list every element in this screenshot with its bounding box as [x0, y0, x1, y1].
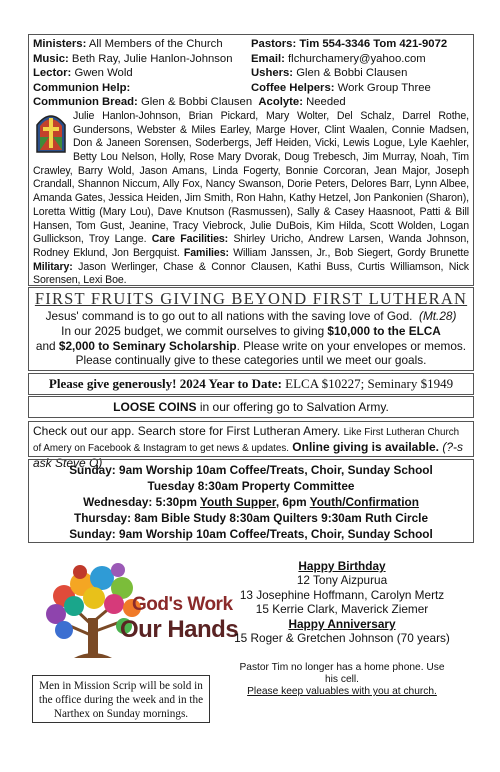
first-fruits-line3-pre: and [35, 338, 56, 353]
schedule-next-sunday: Sunday: 9am Worship 10am Coffee/Treats, Choir, Sunday School [69, 527, 433, 541]
communion-bread-row [33, 95, 469, 110]
stained-glass-cross-icon [33, 111, 69, 153]
schedule-tuesday: Tuesday 8:30am Property Committee [147, 479, 355, 493]
logo-text-our-hands: Our Hands [120, 616, 239, 643]
email-value[interactable]: flchurchamery@yahoo.com [288, 52, 426, 65]
pastor-note [232, 662, 452, 698]
first-fruits-line1 [29, 309, 473, 324]
weekly-schedule-box [28, 459, 474, 543]
loose-coins-label: LOOSE COINS [113, 400, 197, 414]
ministers-value: All Members of the Church [88, 38, 223, 50]
care-facilities-value: Shirley Uricho, Andrew Larsen, Wanda Johnson, Rodney Eklund, Jon Bergquist. [33, 233, 469, 259]
give-generously-box [28, 373, 474, 395]
year-to-date-values: ELCA $10227; Seminary $1949 [285, 376, 454, 391]
pastor-phone-note: Pastor Tim no longer has a home phone. Use his cell. [239, 662, 445, 685]
birthday-heading: Happy Birthday [298, 559, 386, 573]
first-fruits-line4: Please continually give to these categories until we meet our goals. [75, 353, 427, 368]
give-generously-label: Please give generously! 2024 Year to Date: [48, 376, 282, 391]
ministers-row [33, 37, 469, 52]
schedule-wednesday-mid: , 6pm [275, 495, 310, 509]
loose-coins-box [28, 396, 474, 418]
online-giving-note: (?-s ask Steve O) [33, 440, 464, 470]
communion-help-row [33, 81, 469, 96]
ushers-value: Glen & Bobbi Clausen [296, 67, 408, 80]
lector-row [33, 66, 469, 81]
birthday-item: 15 Kerrie Clark, Maverick Ziemer [255, 602, 429, 617]
online-giving-text: Online giving is available. [292, 440, 440, 454]
first-fruits-box [28, 287, 474, 371]
music-row [33, 52, 469, 67]
schedule-thursday: Thursday: 8am Bible Study 8:30am Quilters 9:30am Ruth Circle [73, 511, 429, 525]
pastors-value: Tim 554-3346 Tom 421-9072 [299, 38, 448, 50]
families-label: Families: [183, 247, 229, 259]
seminary-amount: $2,000 to Seminary Scholarship [58, 338, 237, 353]
anniversary-heading: Happy Anniversary [288, 616, 396, 631]
ushers-label: Ushers: [251, 67, 294, 80]
lector-label: Lector: [33, 67, 72, 80]
bread-value: Glen & Bobbi Clausen [140, 96, 253, 109]
communion-help-label: Communion Help: [33, 81, 131, 94]
valuables-note: Please keep valuables with you at church. [247, 686, 437, 697]
first-fruits-line3-post: . Please write on your envelopes or memos. [236, 338, 467, 353]
military-label: Military: [33, 260, 73, 273]
bread-label: Communion Bread: [33, 96, 138, 109]
ministers-box [28, 34, 474, 286]
social-media-text: Like First Lutheran Church of Amery on Facebook & Instagram to get news & updates. [33, 427, 460, 454]
music-value: Beth Ray, Julie Hanlon-Johnson [71, 52, 233, 65]
logo-text-gods-work: God's Work [132, 594, 233, 615]
loose-coins-text: in our offering go to Salvation Army. [199, 400, 389, 414]
anniversary-item: 15 Roger & Gretchen Johnson (70 years) [234, 631, 450, 646]
scrip-notice-text: Men in Mission Scrip will be sold in the office during the week and in the Narthex on Sunday mornings. [38, 680, 204, 720]
military-value: Jason Werlinger, Chase & Connor Clausen, Kathi Buss, Curtis Williamson, Nick Sorensen, Lexi Boe. [33, 260, 469, 287]
music-label: Music: [33, 52, 69, 65]
scrip-notice-box [32, 675, 210, 723]
app-text: Check out our app. Search store for First Lutheran Amery. [33, 424, 341, 438]
first-fruits-line1-text: Jesus' command is to go out to all nations with the saving love of God. [45, 309, 413, 323]
families-value: William Janssen, Jr., Bob Siegert, Gordy Brunette [233, 247, 470, 259]
coffee-value: Work Group Three [337, 81, 431, 94]
first-fruits-line2-text: In our 2025 budget, we commit ourselves to giving [61, 323, 325, 338]
birthdays-section [232, 559, 452, 645]
youth-confirmation: Youth/Confirmation [309, 495, 419, 509]
care-facilities-label: Care Facilities: [151, 233, 229, 246]
prayer-names: Julie Hanlon-Johnson, Brian Pickard, Mary Wolter, Del Schalz, Darrel Rothe, Gundersons, Webster & Miles Earley, Marge Hover, Clint Waalen, Connie Madsen, Don & Janeen Sorensen, Soderbergs, Jeff Heiden, Vicki, Lewis Logue, Lyle Kaehler, Betty Lou Nelson, Holly, Rose Mary Dvorak, Doug Trebesch, Jim Murray, Noah, Tim Crawley, Barry Wold, Jason Amans, Linda Fogerty, Bonnie Corcoran, Jean Major, Joseph Crandall, Shannon Niccum, Ally Fox, Nancy Swanson, Dorie Peters, Delores Barr, Lynn Albee, Amanda Gates, Jessica Heiden, Jim Smith, Ron Hahn, Kathy Hetzel, Jon Pankonien (Sharon), Loretta Wittig (Mary Lou), Dave Knutson (Rasmussen), Sally & Casey Haasnoot, Patti & Bill Hansen, Tom Gust, Jeanine, Tracy Viebrock, Julie DuBois, Kim Hilda, Scott Wolden, Logan Gullickson, Troy Lange. [33, 109, 469, 246]
elca-amount: $10,000 to the ELCA [327, 323, 441, 338]
ministers-label: Ministers: [33, 38, 87, 50]
birthday-item: 13 Josephine Hoffmann, Carolyn Mertz [239, 587, 445, 602]
first-fruits-title: FIRST FRUITS GIVING BEYOND FIRST LUTHERAN [34, 289, 468, 308]
coffee-label: Coffee Helpers: [251, 81, 335, 94]
prayer-list [33, 110, 469, 288]
birthday-item: 12 Tony Aizpurua [296, 573, 388, 588]
schedule-sunday: Sunday: 9am Worship 10am Coffee/Treats, Choir, Sunday School [69, 463, 433, 477]
schedule-wednesday-pre: Wednesday: 5:30pm [83, 495, 200, 509]
youth-supper: Youth Supper [200, 495, 276, 509]
scripture-ref: (Mt.28) [419, 309, 457, 323]
first-fruits-line2 [29, 324, 473, 339]
schedule-wednesday [29, 494, 473, 510]
pastors-label: Pastors: [251, 38, 297, 50]
acolyte-label: Acolyte: [258, 96, 303, 109]
first-fruits-line3 [29, 339, 473, 354]
email-label: Email: [251, 52, 285, 65]
acolyte-value: Needed [306, 96, 346, 109]
lector-value: Gwen Wold [74, 67, 133, 80]
